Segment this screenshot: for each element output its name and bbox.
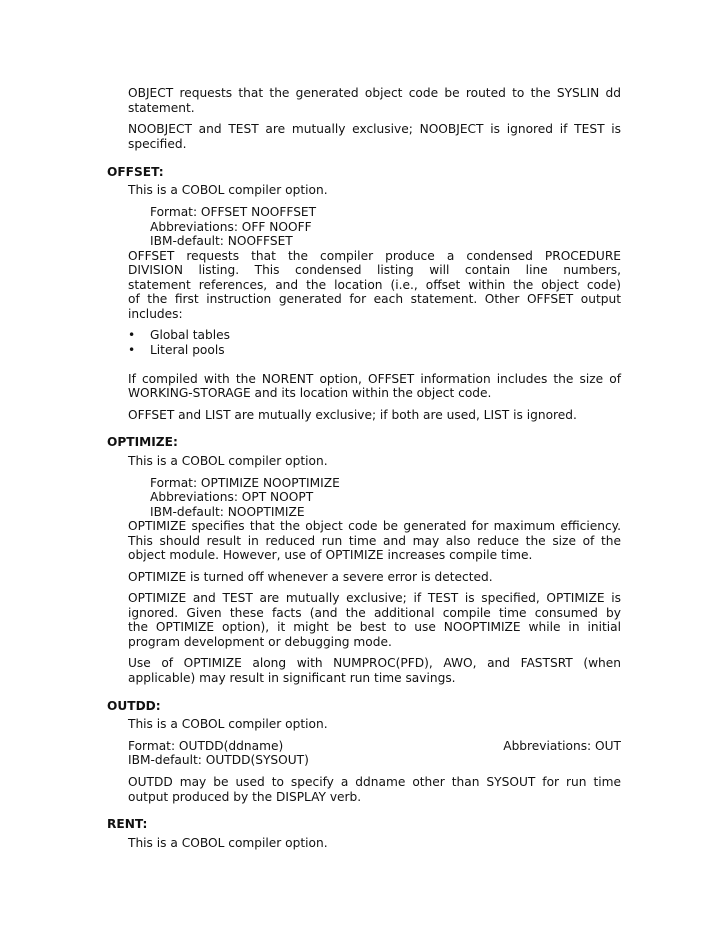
outdd-default: IBM-default: OUTDD(SYSOUT) <box>128 753 309 767</box>
object-text-line: specified. <box>128 137 187 151</box>
optimize-text-line: applicable) may result in significant run time savings. <box>128 671 456 685</box>
optimize-default: IBM-default: NOOPTIMIZE <box>150 505 305 519</box>
offset-format: Format: OFFSET NOOFFSET <box>150 205 317 219</box>
optimize-heading: OPTIMIZE: <box>107 435 178 449</box>
outdd-heading: OUTDD: <box>107 699 161 713</box>
optimize-text-line: the OPTIMIZE option), it might be best to use NOOPTIMIZE while in initial <box>128 620 621 634</box>
offset-bullet-item: Literal pools <box>150 343 225 357</box>
optimize-text-line: program development or debugging mode. <box>128 635 392 649</box>
offset-default: IBM-default: NOOFFSET <box>150 234 293 248</box>
optimize-abbreviations: Abbreviations: OPT NOOPT <box>150 490 314 504</box>
offset-abbreviations: Abbreviations: OFF NOOFF <box>150 220 312 234</box>
offset-text-line: of the first instruction generated for each statement. Other OFFSET output <box>128 292 621 306</box>
offset-text-line: OFFSET and LIST are mutually exclusive; if both are used, LIST is ignored. <box>128 408 577 422</box>
rent-heading: RENT: <box>107 817 148 831</box>
optimize-text-line: ignored. Given these facts (and the additional compile time consumed by <box>128 606 621 620</box>
object-text-line: NOOBJECT and TEST are mutually exclusive; NOOBJECT is ignored if TEST is <box>128 122 621 136</box>
offset-text-line: DIVISION listing. This condensed listing will contain line numbers, <box>128 263 621 277</box>
offset-text-line: OFFSET requests that the compiler produce a condensed PROCEDURE <box>128 249 621 263</box>
outdd-format: Format: OUTDD(ddname) <box>128 739 284 753</box>
optimize-text-line: OPTIMIZE specifies that the object code be generated for maximum efficiency. <box>128 519 621 533</box>
optimize-text-line: OPTIMIZE and TEST are mutually exclusive; if TEST is specified, OPTIMIZE is <box>128 591 621 605</box>
offset-text-line: statement references, and the location (i.e., offset within the object code) <box>128 278 621 292</box>
outdd-abbreviations: Abbreviations: OUT <box>503 739 621 753</box>
object-text-line: statement. <box>128 101 195 115</box>
offset-text-line: If compiled with the NORENT option, OFFSET information includes the size of <box>128 372 621 386</box>
offset-heading: OFFSET: <box>107 165 164 179</box>
optimize-intro: This is a COBOL compiler option. <box>128 454 328 468</box>
bullet-icon: • <box>128 343 136 357</box>
offset-text-line: WORKING-STORAGE and its location within the object code. <box>128 386 492 400</box>
optimize-text-line: object module. However, use of OPTIMIZE increases compile time. <box>128 548 533 562</box>
optimize-text-line: OPTIMIZE is turned off whenever a severe error is detected. <box>128 570 493 584</box>
outdd-text-line: OUTDD may be used to specify a ddname other than SYSOUT for run time <box>128 775 621 789</box>
bullet-icon: • <box>128 328 136 342</box>
optimize-format: Format: OPTIMIZE NOOPTIMIZE <box>150 476 340 490</box>
offset-intro: This is a COBOL compiler option. <box>128 183 328 197</box>
rent-intro: This is a COBOL compiler option. <box>128 836 328 850</box>
offset-bullet-item: Global tables <box>150 328 230 342</box>
offset-text-line: includes: <box>128 307 183 321</box>
outdd-intro: This is a COBOL compiler option. <box>128 717 328 731</box>
optimize-text-line: Use of OPTIMIZE along with NUMPROC(PFD), AWO, and FASTSRT (when <box>128 656 621 670</box>
outdd-text-line: output produced by the DISPLAY verb. <box>128 790 362 804</box>
object-text-line: OBJECT requests that the generated object code be routed to the SYSLIN dd <box>128 86 621 100</box>
optimize-text-line: This should result in reduced run time and may also reduce the size of the <box>128 534 621 548</box>
